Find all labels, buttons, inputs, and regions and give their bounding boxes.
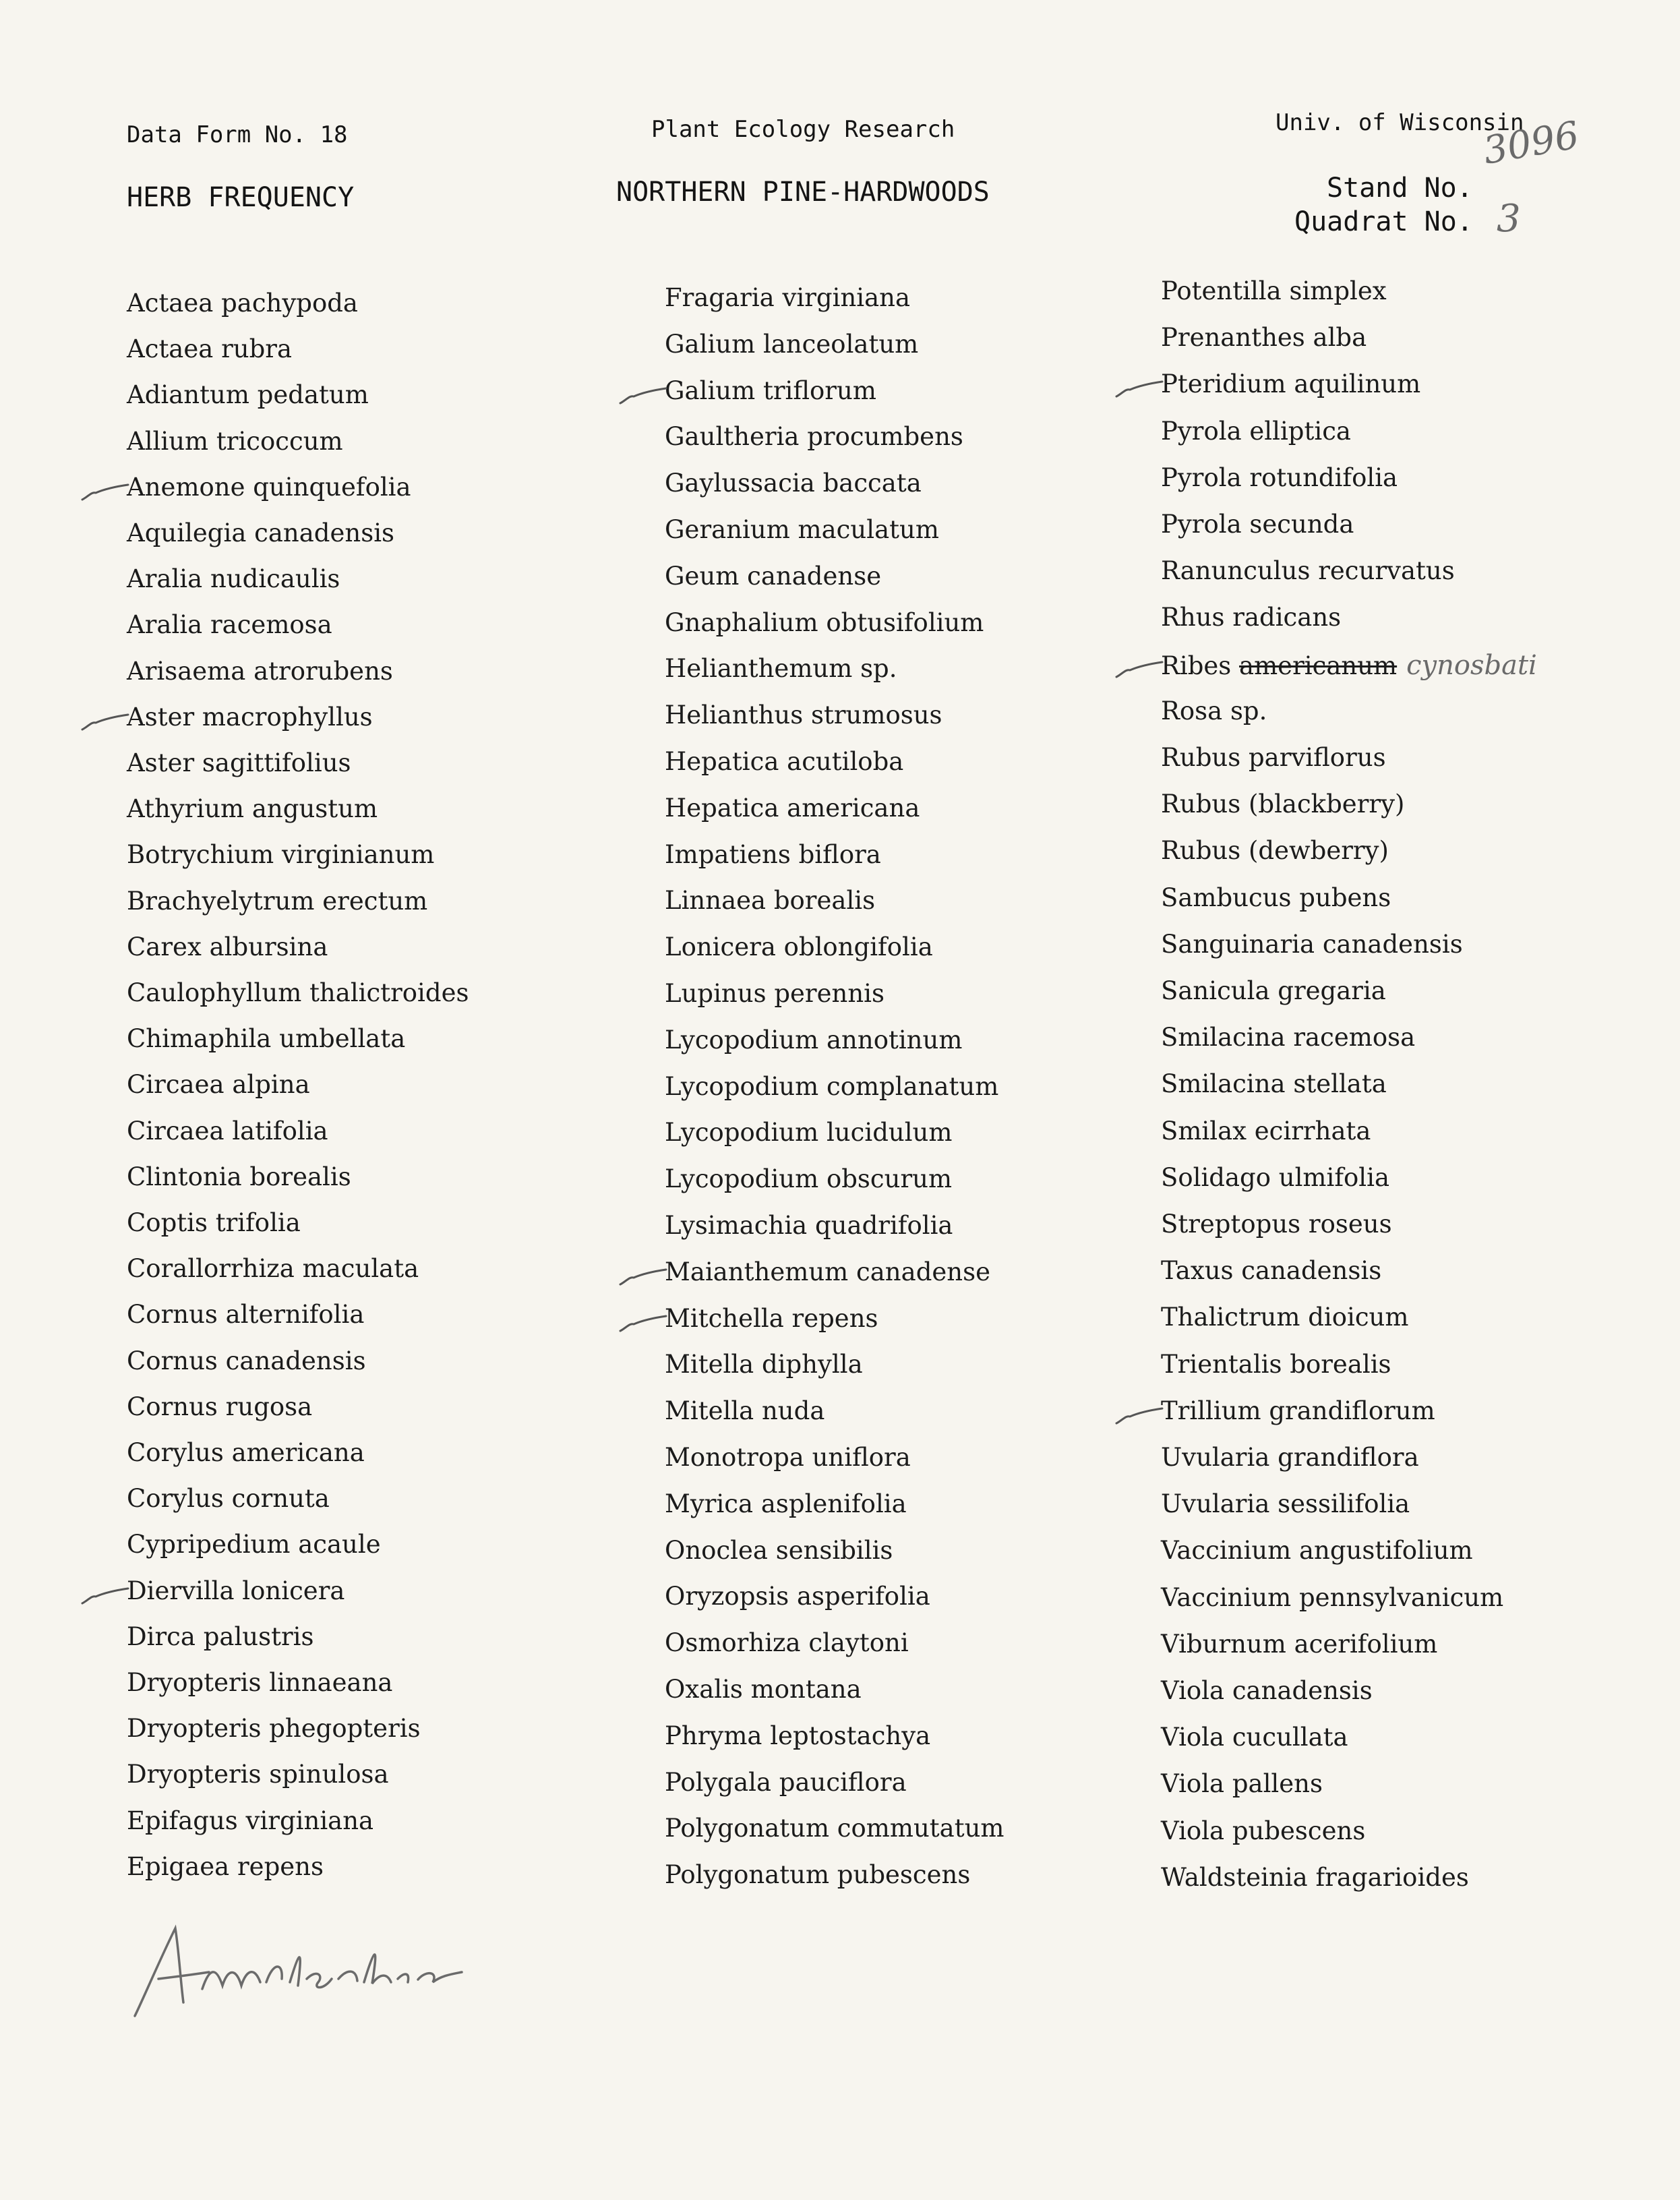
species-item <box>665 422 963 451</box>
species-item <box>1161 417 1351 446</box>
species-name: Chimaphila umbellata <box>127 1024 406 1053</box>
handwritten-note <box>121 1915 472 2023</box>
species-item <box>665 886 875 915</box>
species-name: Dryopteris linnaeana <box>127 1668 393 1697</box>
species-name: Taxus canadensis <box>1161 1256 1382 1285</box>
species-name: Clintonia borealis <box>127 1162 351 1191</box>
species-item <box>665 1675 862 1704</box>
species-item <box>665 979 884 1008</box>
species-name: Viburnum acerifolium <box>1161 1630 1438 1659</box>
species-name: Mitella diphylla <box>665 1350 863 1379</box>
species-item <box>1161 1303 1408 1332</box>
species-name: Epigaea repens <box>127 1852 324 1881</box>
species-name: Ribes <box>1161 651 1232 680</box>
species-item <box>665 1489 907 1518</box>
species-name: Linnaea borealis <box>665 886 876 915</box>
handwritten-correction: cynosbati <box>1406 650 1537 681</box>
species-item <box>1161 1769 1323 1798</box>
species-item <box>1161 603 1341 632</box>
species-item <box>127 1576 344 1605</box>
species-item <box>127 1714 421 1743</box>
university: Univ. of Wisconsin <box>1276 109 1524 136</box>
species-name: Helianthus strumosus <box>665 701 942 730</box>
checkmark-icon <box>616 1308 669 1335</box>
species-name: Osmorhiza claytoni <box>665 1628 909 1657</box>
species-item <box>665 515 939 544</box>
species-name: Impatiens biflora <box>665 840 881 869</box>
community-name: NORTHERN PINE-HARDWOODS <box>616 177 990 208</box>
species-name: Cypripedium acaule <box>127 1530 381 1559</box>
species-item <box>665 1814 1004 1843</box>
species-item <box>127 1668 392 1697</box>
species-name: Uvularia sessilifolia <box>1161 1489 1410 1518</box>
species-item <box>1161 836 1389 865</box>
species-item <box>665 1396 824 1425</box>
species-name: Rubus (dewberry) <box>1161 836 1389 865</box>
species-name: Pyrola secunda <box>1161 510 1354 539</box>
species-name: Corylus cornuta <box>127 1484 330 1513</box>
species-name: Helianthemum sp. <box>665 654 897 683</box>
species-item <box>665 608 984 637</box>
checkmark-icon <box>78 1580 131 1607</box>
species-item <box>127 1806 373 1835</box>
species-item <box>127 1484 330 1513</box>
species-name: Lycopodium lucidulum <box>665 1118 953 1147</box>
species-item <box>665 1211 953 1240</box>
species-item <box>665 701 942 730</box>
quadrat-label: Quadrat No. <box>1294 206 1473 237</box>
species-name: Polygonatum pubescens <box>665 1860 971 1889</box>
species-item <box>127 1852 324 1881</box>
species-name: Aquilegia canadensis <box>127 518 395 547</box>
species-item <box>665 562 881 591</box>
species-name: Corallorrhiza maculata <box>127 1254 419 1283</box>
species-name: Pyrola elliptica <box>1161 417 1351 446</box>
species-name: Geum canadense <box>665 562 882 591</box>
species-name: Dryopteris phegopteris <box>127 1714 421 1743</box>
species-name: Ranunculus recurvatus <box>1161 556 1455 585</box>
species-name: Gnaphalium obtusifolium <box>665 608 984 637</box>
species-item <box>1161 1536 1473 1565</box>
species-item <box>127 1208 301 1237</box>
species-name: Adiantum pedatum <box>127 380 369 409</box>
stand-number: 3096 <box>1480 113 1583 173</box>
species-item <box>127 887 427 916</box>
species-item <box>665 1582 930 1611</box>
struck-species-epithet: americanum <box>1239 651 1398 680</box>
species-item <box>1161 1676 1373 1705</box>
species-item <box>127 1438 365 1467</box>
species-item <box>1161 976 1386 1005</box>
species-item <box>665 1860 970 1889</box>
species-name: Mitella nuda <box>665 1396 825 1425</box>
species-item <box>127 1530 381 1559</box>
species-item <box>665 1536 893 1565</box>
species-item <box>127 1392 312 1421</box>
species-name: Monotropa uniflora <box>665 1443 911 1472</box>
species-item <box>1161 930 1463 959</box>
species-item <box>1161 1863 1469 1892</box>
species-item <box>1161 323 1367 352</box>
species-item <box>127 748 351 777</box>
species-name: Vaccinium angustifolium <box>1161 1536 1473 1565</box>
species-name: Actaea pachypoda <box>127 289 358 318</box>
species-name: Galium lanceolatum <box>665 330 919 359</box>
species-name: Epifagus virginiana <box>127 1806 374 1835</box>
species-name: Coptis trifolia <box>127 1208 301 1237</box>
species-name: Circaea latifolia <box>127 1117 328 1146</box>
species-item <box>127 564 340 593</box>
species-item <box>665 1443 911 1472</box>
species-name: Lycopodium annotinum <box>665 1025 963 1054</box>
checkmark-icon <box>616 1261 669 1288</box>
species-item <box>1161 696 1267 725</box>
species-item <box>1161 1163 1389 1192</box>
species-item <box>665 330 918 359</box>
species-name: Smilacina stellata <box>1161 1069 1387 1098</box>
species-item <box>127 703 373 732</box>
species-item <box>665 932 933 961</box>
species-name: Rubus parviflorus <box>1161 743 1386 772</box>
species-name: Sanicula gregaria <box>1161 976 1386 1005</box>
species-name: Sanguinaria canadensis <box>1161 930 1463 959</box>
species-name: Polygonatum commutatum <box>665 1814 1004 1843</box>
organization: Plant Ecology Research <box>651 116 955 143</box>
species-item <box>665 1072 998 1101</box>
species-name: Lycopodium complanatum <box>665 1072 999 1101</box>
species-item <box>1161 1630 1437 1659</box>
species-name: Caulophyllum thalictroides <box>127 978 469 1007</box>
species-name: Lysimachia quadrifolia <box>665 1211 953 1240</box>
species-item <box>665 840 881 869</box>
species-item <box>665 1304 878 1333</box>
species-name: Viola pubescens <box>1161 1816 1366 1845</box>
species-name: Rosa sp. <box>1161 696 1267 725</box>
species-name: Myrica asplenifolia <box>665 1489 907 1518</box>
species-item <box>1161 369 1420 398</box>
species-name: Viola canadensis <box>1161 1676 1373 1705</box>
species-item <box>665 1257 990 1286</box>
species-name: Lupinus perennis <box>665 979 884 1008</box>
species-item <box>127 427 343 456</box>
species-item <box>127 932 328 961</box>
species-name: Actaea rubra <box>127 334 293 363</box>
species-item <box>665 1768 907 1797</box>
species-name: Solidago ulmifolia <box>1161 1163 1390 1192</box>
species-item <box>127 473 411 502</box>
species-item <box>127 289 358 318</box>
species-name: Arisaema atrorubens <box>127 657 393 686</box>
checkmark-icon <box>78 477 131 504</box>
species-item <box>1161 650 1537 681</box>
species-item <box>665 469 922 498</box>
species-name: Phryma leptostachya <box>665 1721 931 1750</box>
species-item <box>665 654 897 683</box>
species-name: Rhus radicans <box>1161 603 1342 632</box>
species-item <box>1161 1210 1392 1239</box>
species-name: Gaylussacia baccata <box>665 469 922 498</box>
species-item <box>665 794 920 823</box>
species-name: Dirca palustris <box>127 1622 314 1651</box>
stand-label: Stand No. <box>1327 173 1473 204</box>
species-item <box>1161 1396 1435 1425</box>
species-item <box>1161 463 1398 492</box>
species-name: Circaea alpina <box>127 1070 310 1099</box>
species-item <box>1161 1583 1503 1612</box>
species-name: Onoclea sensibilis <box>665 1536 893 1565</box>
checkmark-icon <box>616 380 669 407</box>
species-name: Aster macrophyllus <box>127 703 373 732</box>
species-item <box>665 1721 930 1750</box>
species-item <box>665 1025 962 1054</box>
species-item <box>127 1117 328 1146</box>
species-name: Polygala pauciflora <box>665 1768 907 1797</box>
species-name: Anemone quinquefolia <box>127 473 411 502</box>
species-item <box>127 1300 364 1329</box>
species-name: Smilax ecirrhata <box>1161 1117 1371 1146</box>
species-name: Athyrium angustum <box>127 794 378 823</box>
species-item <box>127 1254 419 1283</box>
species-item <box>127 518 394 547</box>
species-item <box>127 794 378 823</box>
species-name: Carex albursina <box>127 932 328 961</box>
species-name: Oxalis montana <box>665 1675 862 1704</box>
species-name: Maianthemum canadense <box>665 1257 990 1286</box>
species-name: Aster sagittifolius <box>127 748 351 777</box>
species-name: Trientalis borealis <box>1161 1350 1391 1379</box>
species-item <box>1161 510 1354 539</box>
species-name: Lonicera oblongifolia <box>665 932 933 961</box>
species-item <box>1161 1256 1381 1285</box>
species-name: Galium triflorum <box>665 376 876 405</box>
species-name: Lycopodium obscurum <box>665 1164 953 1193</box>
species-name: Pyrola rotundifolia <box>1161 463 1398 492</box>
species-item <box>1161 743 1386 772</box>
species-name: Diervilla lonicera <box>127 1576 345 1605</box>
species-item <box>127 1070 310 1099</box>
species-name: Prenanthes alba <box>1161 323 1367 352</box>
species-name: Cornus alternifolia <box>127 1300 365 1329</box>
species-name: Oryzopsis asperifolia <box>665 1582 930 1611</box>
species-name: Smilacina racemosa <box>1161 1023 1416 1052</box>
species-name: Aralia racemosa <box>127 610 332 639</box>
species-name: Viola cucullata <box>1161 1723 1348 1752</box>
species-item <box>665 1350 863 1379</box>
species-name: Mitchella repens <box>665 1304 878 1333</box>
species-name: Hepatica acutiloba <box>665 747 904 776</box>
species-item <box>1161 1023 1415 1052</box>
species-item <box>127 1622 314 1651</box>
species-item <box>1161 883 1391 912</box>
species-item <box>1161 1117 1371 1146</box>
species-name: Aralia nudicaulis <box>127 564 340 593</box>
species-item <box>665 283 910 312</box>
species-item <box>1161 1350 1391 1379</box>
species-name: Dryopteris spinulosa <box>127 1760 389 1789</box>
species-item <box>1161 1723 1348 1752</box>
species-item <box>127 610 332 639</box>
species-item <box>665 376 876 405</box>
species-item <box>127 978 469 1007</box>
species-item <box>127 1162 351 1191</box>
species-item <box>665 1628 909 1657</box>
species-item <box>1161 276 1387 305</box>
checkmark-icon <box>78 707 131 734</box>
species-item <box>127 657 393 686</box>
species-name: Streptopus roseus <box>1161 1210 1392 1239</box>
quadrat-number: 3 <box>1497 197 1521 241</box>
species-item <box>127 334 292 363</box>
species-item <box>665 1164 952 1193</box>
species-name: Botrychium virginianum <box>127 840 435 869</box>
species-item <box>127 1760 389 1789</box>
species-name: Vaccinium pennsylvanicum <box>1161 1583 1504 1612</box>
species-item <box>127 840 434 869</box>
species-name: Corylus americana <box>127 1438 365 1467</box>
species-item <box>1161 1443 1419 1472</box>
species-name: Thalictrum dioicum <box>1161 1303 1409 1332</box>
form-number: Data Form No. 18 <box>127 121 348 148</box>
form-type: HERB FREQUENCY <box>127 182 355 213</box>
species-name: Geranium maculatum <box>665 515 939 544</box>
species-item <box>127 1024 405 1053</box>
species-name: Rubus (blackberry) <box>1161 790 1405 819</box>
checkmark-icon <box>1112 374 1165 400</box>
species-name: Cornus canadensis <box>127 1346 366 1375</box>
species-item <box>1161 556 1455 585</box>
species-name: Potentilla simplex <box>1161 276 1387 305</box>
species-name: Sambucus pubens <box>1161 883 1391 912</box>
checkmark-icon <box>1112 1400 1165 1427</box>
species-name: Uvularia grandiflora <box>1161 1443 1419 1472</box>
species-name: Brachyelytrum erectum <box>127 887 428 916</box>
species-name: Viola pallens <box>1161 1769 1323 1798</box>
species-name: Waldsteinia fragarioides <box>1161 1863 1469 1892</box>
species-item <box>1161 1816 1365 1845</box>
species-item <box>127 380 369 409</box>
species-item <box>665 1118 952 1147</box>
species-name: Gaultheria procumbens <box>665 422 963 451</box>
species-name: Cornus rugosa <box>127 1392 313 1421</box>
species-item <box>1161 1069 1387 1098</box>
species-name: Pteridium aquilinum <box>1161 369 1421 398</box>
species-item <box>665 747 903 776</box>
species-item <box>1161 790 1404 819</box>
checkmark-icon <box>1112 654 1165 681</box>
species-name: Allium tricoccum <box>127 427 343 456</box>
species-name: Trillium grandiflorum <box>1161 1396 1435 1425</box>
species-name: Hepatica americana <box>665 794 920 823</box>
species-item <box>1161 1489 1410 1518</box>
species-name: Fragaria virginiana <box>665 283 911 312</box>
species-item <box>127 1346 366 1375</box>
